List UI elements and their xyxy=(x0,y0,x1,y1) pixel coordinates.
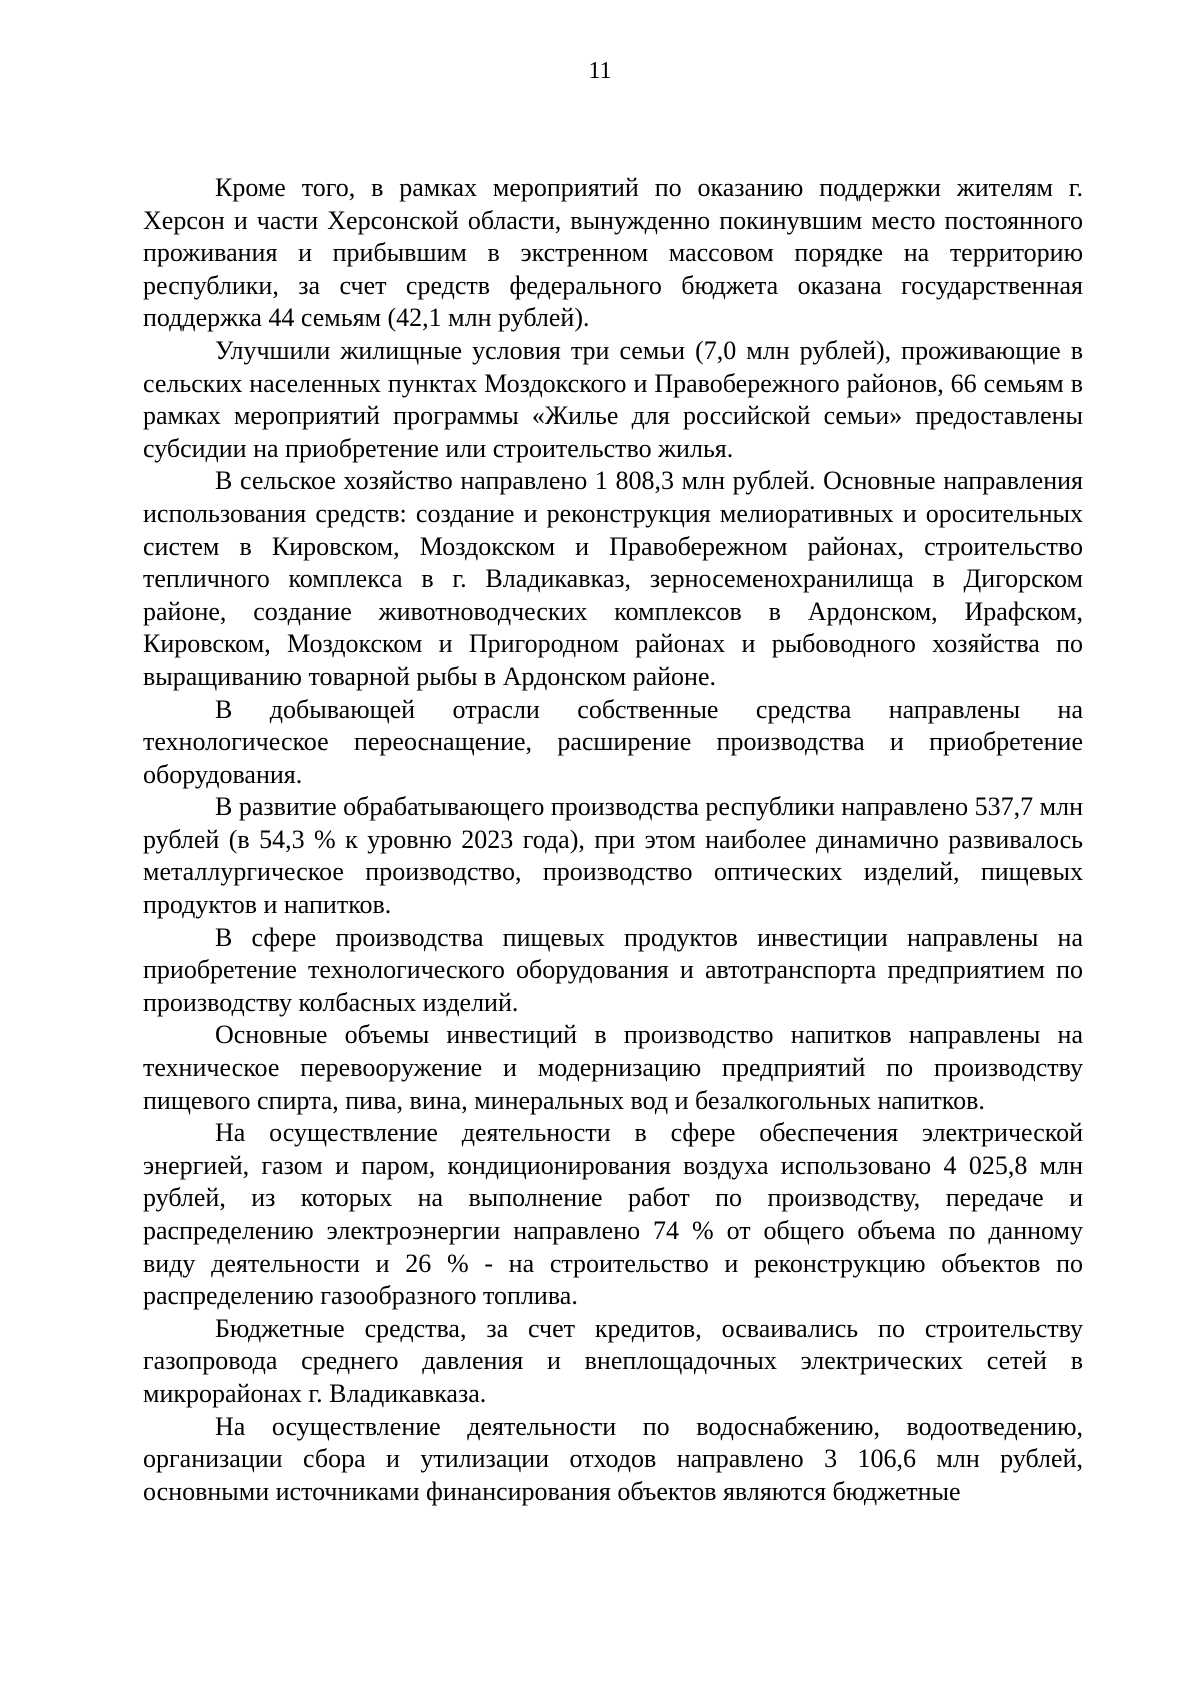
paragraph-manufacturing: В развитие обрабатывающего производства республики направлено 537,7 млн рублей (в 54,3 % к уровню 2023 года), при этом наиболее динамично развивалось металлургическое производство, производство оптических изделий, пищевых продуктов и напитков. xyxy=(143,792,1083,920)
paragraph-beverages: Основные объемы инвестиций в производство напитков направлены на техническое перевооружение и модернизацию предприятий по производству пищевого спирта, пива, вина, минеральных вод и безалкогольных напитков. xyxy=(143,1020,1083,1115)
page-number: 11 xyxy=(588,58,612,84)
paragraph-kherson-support: Кроме того, в рамках мероприятий по оказанию поддержки жителям г. Херсон и части Херсонской области, вынужденно покинувшим место постоянного проживания и прибывшим в экстренном массовом порядке на территорию республики, за счет средств федерального бюджета оказана государственная поддержка 44 семьям (42,1 млн рублей). xyxy=(143,173,1083,333)
paragraph-mining: В добывающей отрасли собственные средства направлены на технологическое переоснащение, расширение производства и приобретение оборудования. xyxy=(143,694,1083,789)
paragraph-agriculture: В сельское хозяйство направлено 1 808,3 млн рублей. Основные направления использования средств: создание и реконструкция мелиоративных и оросительных систем в Кировском, Моздокском и Правобережном районах, строительство тепличного комплекса в г. Владикавказ, зерносеменохранилища в Дигорском районе, создание животноводческих комплексов в Ардонском, Ирафском, Кировском, Моздокском и Пригородном районах и рыбоводного хозяйства по выращиванию товарной рыбы в Ардонском районе. xyxy=(143,466,1083,691)
paragraph-food-production: В сфере производства пищевых продуктов инвестиции направлены на приобретение технологического оборудования и автотранспорта предприятием по производству колбасных изделий. xyxy=(143,922,1083,1017)
document-body xyxy=(143,172,1083,1508)
paragraph-budget-funds: Бюджетные средства, за счет кредитов, осваивались по строительству газопровода среднего давления и внеплощадочных электрических сетей в микрорайонах г. Владикавказа. xyxy=(143,1313,1083,1408)
paragraph-housing-conditions: Улучшили жилищные условия три семьи (7,0 млн рублей), проживающие в сельских населенных пунктах Моздокского и Правобережного районов, 66 семьям в рамках мероприятий программы «Жилье для российской семьи» предоставлены субсидии на приобретение или строительство жилья. xyxy=(143,335,1083,463)
paragraph-water-supply: На осуществление деятельности по водоснабжению, водоотведению, организации сбора и утилизации отходов направлено 3 106,6 млн рублей, основными источниками финансирования объектов являются бюджетные xyxy=(143,1411,1083,1506)
paragraph-energy: На осуществление деятельности в сфере обеспечения электрической энергией, газом и паром, кондиционирования воздуха использовано 4 025,8 млн рублей, из которых на выполнение работ по производству, передаче и распределению электроэнергии направлено 74 % от общего объема по данному виду деятельности и 26 % - на строительство и реконструкцию объектов по распределению газообразного топлива. xyxy=(143,1118,1083,1311)
